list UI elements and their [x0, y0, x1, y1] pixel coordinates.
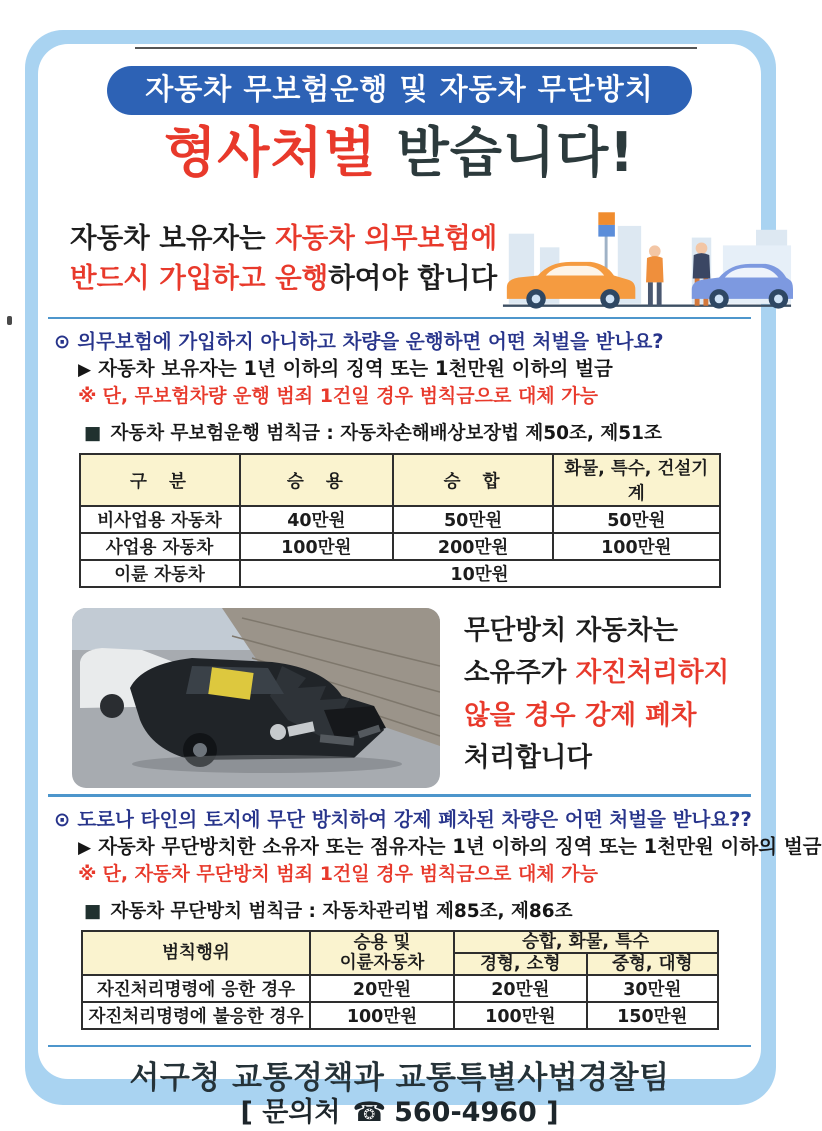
- footer: [38, 1060, 761, 1128]
- question-bullet-icon: ⊙: [54, 330, 71, 353]
- headline-dark: 받습니다!: [396, 121, 635, 184]
- contact-line: [ 문의처 ☎ 560-4960 ]: [240, 1097, 559, 1129]
- note-mark-icon: ※: [78, 862, 97, 885]
- intro-line1: 자동차 보유자는 자동차 의무보험에: [70, 221, 498, 254]
- banner-row: [38, 66, 761, 115]
- note-1: ※ 단, 무보험차량 운행 범죄 1건일 경우 범칙금으로 대체 가능: [78, 385, 598, 407]
- abandon-line4: 처리합니다: [464, 742, 592, 774]
- question-1: ⊙ 의무보험에 가입하지 아니하고 차량을 운행하면 어떤 처벌을 받나요?: [54, 330, 664, 353]
- question-2: ⊙ 도로나 타인의 토지에 무단 방치하여 강제 폐차된 차량은 어떤 처벌을 받나요??: [54, 807, 752, 831]
- arrow-icon: ▶: [78, 360, 92, 380]
- crashed-car-photo: [72, 608, 440, 788]
- col-header: 화물, 특수, 건설기계: [553, 454, 719, 506]
- uninsured-penalty-table: [79, 453, 721, 588]
- insurance-cars-illustration: [501, 204, 793, 314]
- intro-text: [70, 219, 497, 299]
- answer-1: ▶ 자동차 보유자는 1년 이하의 징역 또는 1천만원 이하의 벌금: [78, 357, 613, 380]
- qa-section-abandonment: [38, 807, 822, 1030]
- law-reference-2: ■ 자동차 무단방치 범칙금 : 자동차관리법 제85조, 제86조: [84, 900, 573, 922]
- section-divider-3: [48, 1045, 751, 1048]
- abandoned-vehicle-section: [72, 608, 751, 788]
- note-2: ※ 단, 자동차 무단방치 범죄 1건일 경우 범칙금으로 대체 가능: [78, 862, 598, 885]
- col-header: 승용 및 이륜자동차: [310, 931, 453, 975]
- intro-section: [70, 203, 753, 315]
- col-subheader: 중형, 대형: [587, 953, 717, 975]
- headline: [38, 119, 761, 187]
- note-mark-icon: ※: [78, 385, 97, 407]
- col-header: 구 분: [80, 454, 240, 506]
- section-divider-2: [48, 794, 751, 797]
- scan-artifact-line: [135, 47, 697, 49]
- table-row: 자진처리명령에 불응한 경우 100만원 100만원 150만원: [82, 1002, 718, 1029]
- table-row: 비사업용 자동차 40만원 50만원 50만원: [80, 506, 720, 533]
- table-row: 자진처리명령에 응한 경우 20만원 20만원 30만원: [82, 975, 718, 1002]
- section-divider-1: [48, 317, 751, 320]
- banner-title: 자동차 무보험운행 및 자동차 무단방치: [107, 66, 692, 115]
- qa-section-uninsured: [38, 331, 761, 588]
- col-header: 범칙행위: [82, 931, 311, 975]
- table-header-row: [82, 931, 718, 953]
- abandon-warning-text: [464, 610, 729, 780]
- col-group-header: 승합, 화물, 특수: [454, 931, 718, 953]
- intro-line2: 반드시 가입하고 운행하여야 합니다: [70, 261, 498, 294]
- phone-icon: ☎: [352, 1097, 387, 1129]
- headline-red: 형사처벌: [164, 121, 377, 184]
- square-bullet-icon: ■: [84, 900, 102, 922]
- law-reference-1: ■ 자동차 무보험운행 범칙금 : 자동차손해배상보장법 제50조, 제51조: [84, 423, 662, 444]
- table-row: 사업용 자동차 100만원 200만원 100만원: [80, 533, 720, 560]
- organization-name: 서구청 교통정책과 교통특별사법경찰팀: [129, 1060, 670, 1097]
- col-header: 승 합: [393, 454, 553, 506]
- col-header: 승 용: [240, 454, 394, 506]
- abandon-line1: 무단방치 자동차는: [464, 615, 679, 646]
- abandon-line2: 소유주가 자진처리하지: [464, 657, 730, 689]
- scan-artifact-speck: [7, 316, 12, 325]
- col-subheader: 경형, 소형: [454, 953, 588, 975]
- question-bullet-icon: ⊙: [54, 807, 71, 831]
- table-header-row: [80, 454, 720, 506]
- abandonment-penalty-table: [81, 930, 719, 1030]
- answer-2: ▶ 자동차 무단방치한 소유자 또는 점유자는 1년 이하의 징역 또는 1천만원 이하의 벌금: [78, 834, 822, 858]
- abandon-line3: 않을 경우 강제 폐차: [464, 699, 697, 731]
- table-row: 이륜 자동차 10만원: [80, 560, 720, 587]
- poster-frame: [25, 30, 822, 1129]
- arrow-icon: ▶: [78, 837, 92, 858]
- square-bullet-icon: ■: [84, 423, 102, 444]
- poster-content: [38, 44, 822, 1129]
